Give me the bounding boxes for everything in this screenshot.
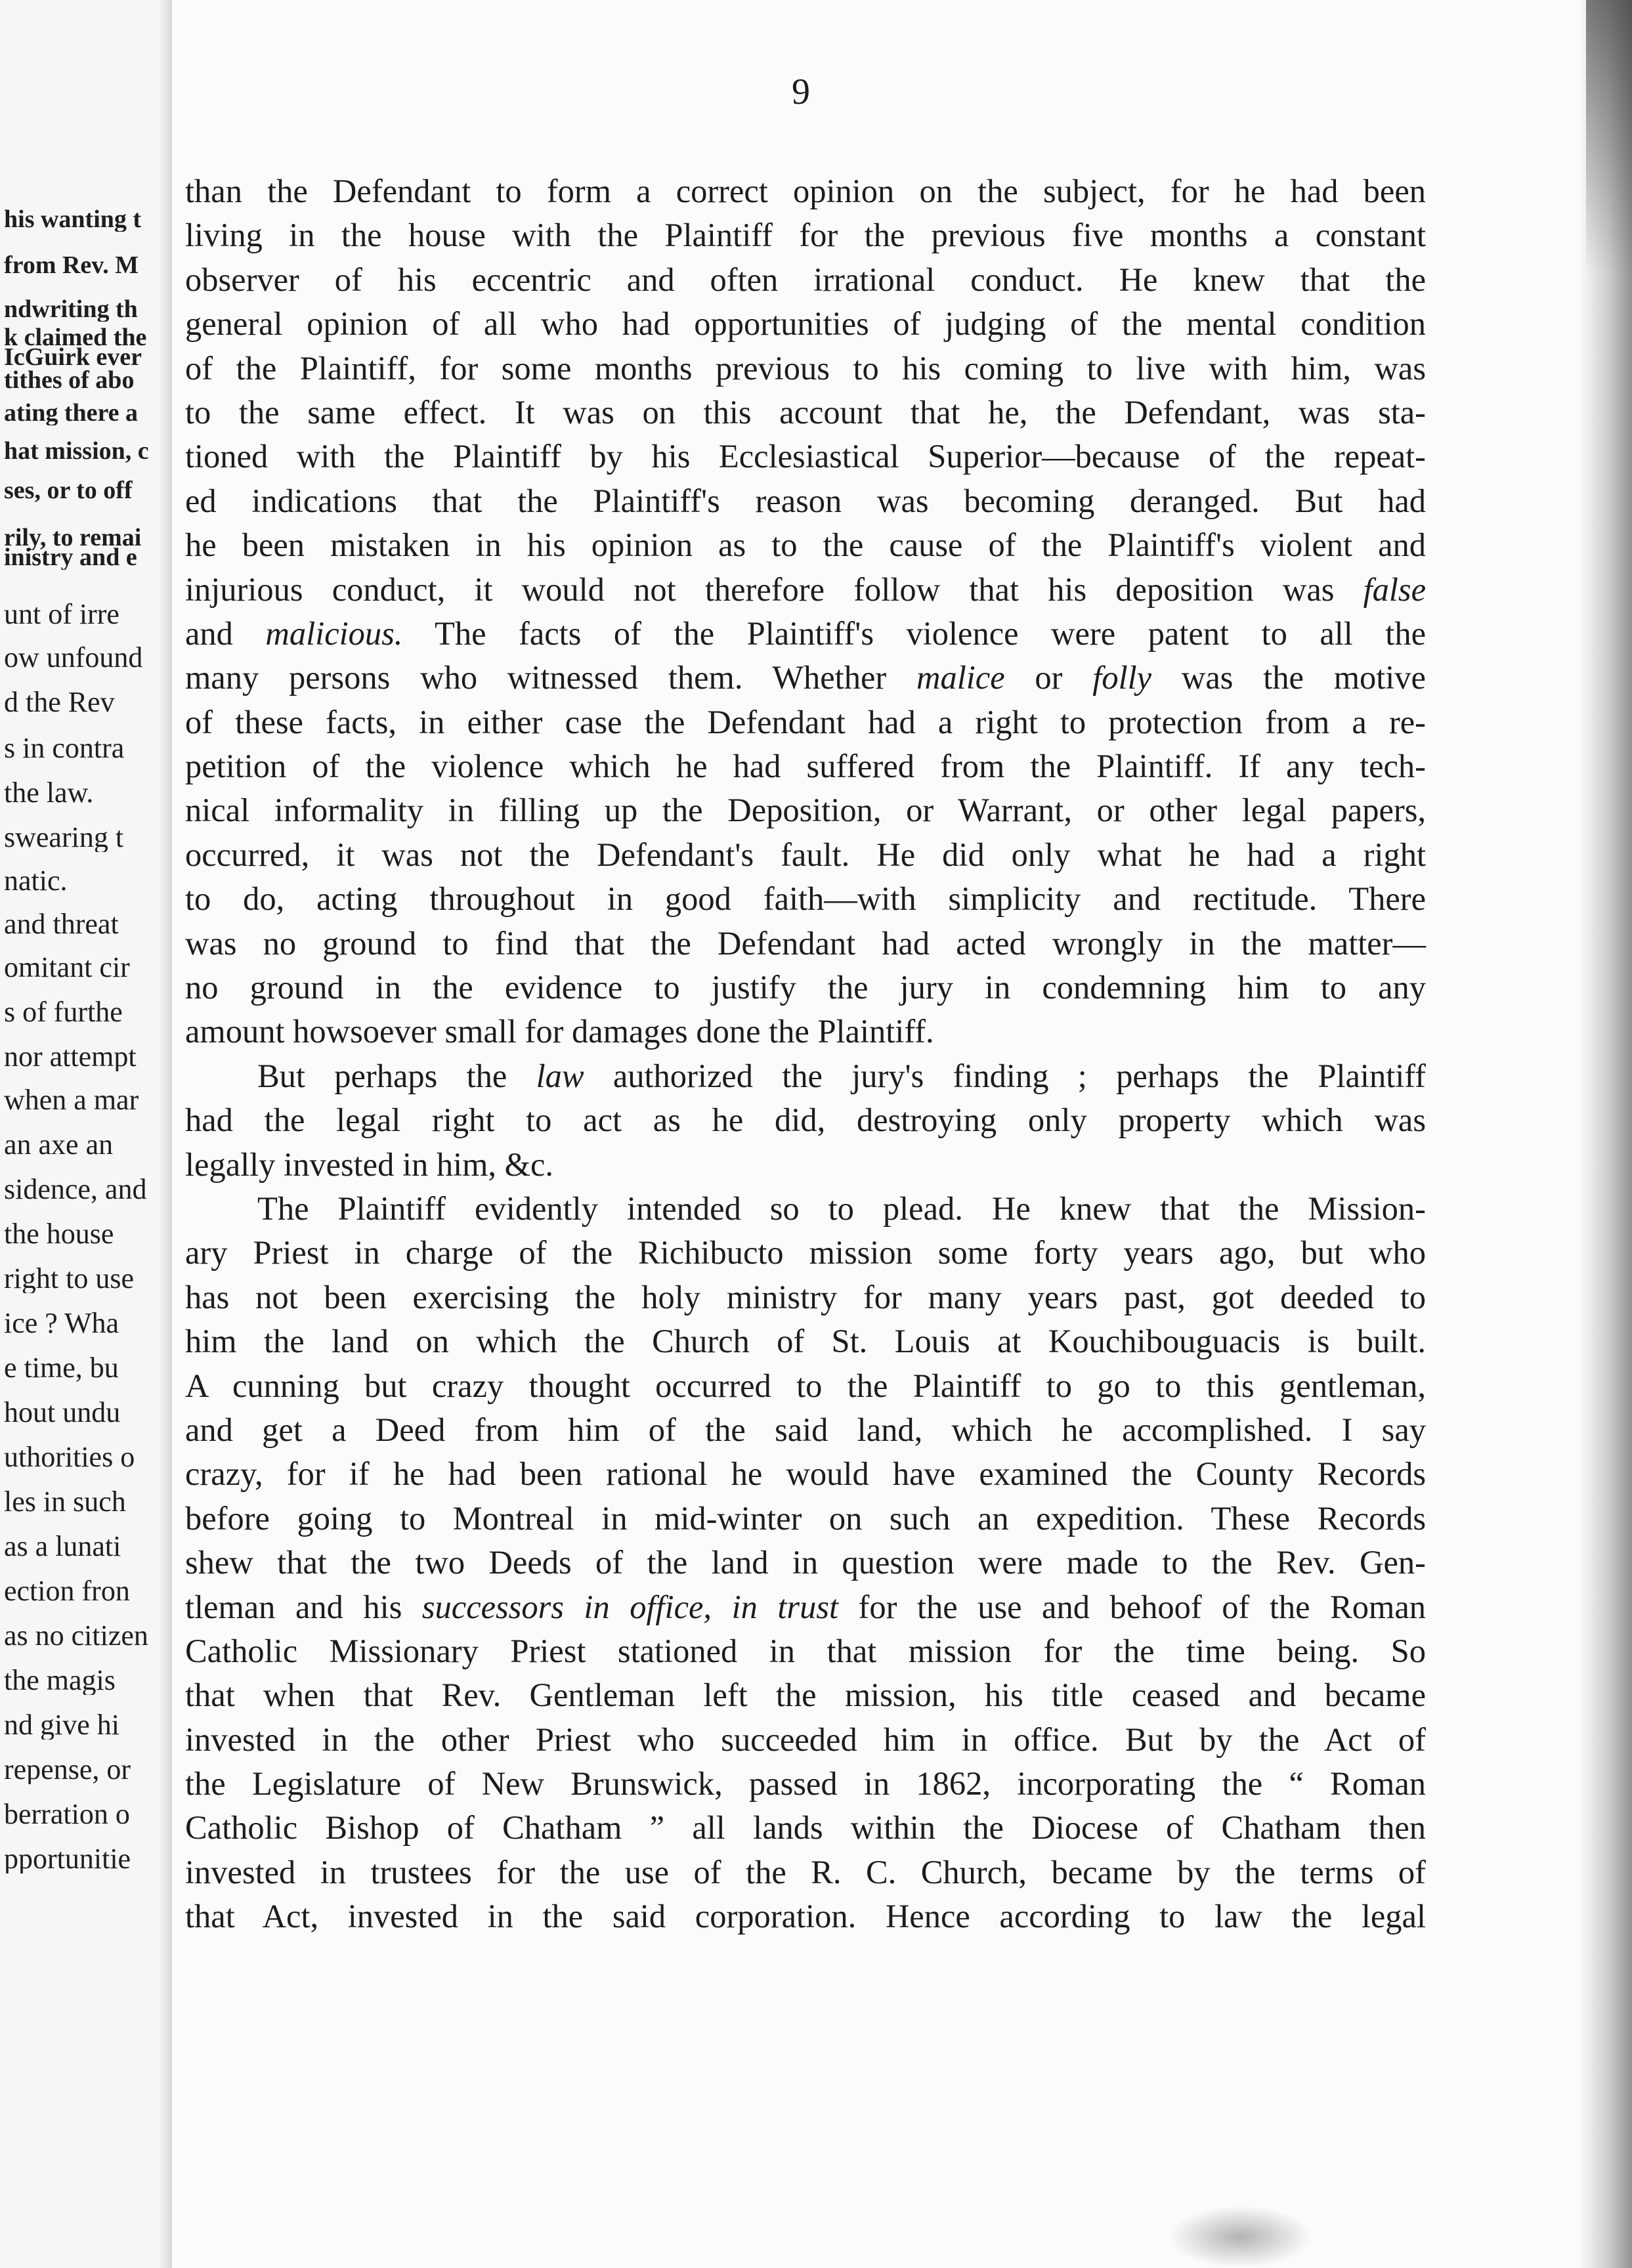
margin-fragment: nd give hi [4, 1711, 119, 1740]
roman-text: was no ground to find that the Defendant had acted wrongly in the matter— [185, 924, 1426, 962]
text-line [185, 1718, 1426, 1762]
roman-text: ary Priest in charge of the Richibucto mission some forty years ago, but who [185, 1234, 1426, 1272]
roman-text: and [185, 614, 233, 652]
roman-text: for the use and behoof of the Roman [838, 1588, 1426, 1625]
text-line [185, 1541, 1426, 1585]
roman-text: of these facts, in either case the Defendant had a right to protection from a re- [185, 703, 1426, 740]
margin-fragment: e time, bu [4, 1354, 119, 1382]
italic-text: false [1334, 570, 1427, 608]
previous-page-margin [0, 0, 172, 2268]
roman-text: many persons who witnessed them. Whether [185, 659, 887, 696]
margin-fragment: and threat [4, 910, 119, 939]
text-line [185, 1364, 1426, 1408]
margin-fragment: pportunitie [4, 1845, 131, 1873]
roman-text: him the land on which the Church of St. Louis at Kouchibouguacis is built. [185, 1323, 1426, 1360]
binding-edge-shadow-top [1586, 0, 1632, 276]
text-line [185, 435, 1426, 479]
text-line [185, 612, 1426, 656]
text-line [185, 1585, 1426, 1629]
roman-text: observer of his eccentric and often irrational conduct. He knew that the [185, 261, 1426, 298]
italic-text: folly [1092, 659, 1152, 696]
roman-text: or [1004, 659, 1093, 696]
margin-fragment: swearing t [4, 823, 124, 852]
roman-text: occurred, it was not the Defendant's fault. He did only what he had a right [185, 836, 1426, 873]
margin-fragment: d the Rev [4, 688, 115, 717]
margin-fragment: from Rev. M [4, 253, 139, 278]
margin-fragment: uthorities o [4, 1443, 135, 1472]
roman-text: The Plaintiff evidently intended so to plead. He knew that the Mission- [257, 1189, 1426, 1227]
text-line [185, 656, 1426, 700]
roman-text: invested in trustees for the use of the R. C. Church, became by the terms of [185, 1853, 1426, 1891]
margin-fragment: when a mar [4, 1086, 139, 1115]
italic-text: successors in office, in trust [402, 1588, 839, 1625]
text-line [185, 523, 1426, 567]
text-line [185, 258, 1426, 302]
text-line [185, 1231, 1426, 1275]
text-line [185, 1452, 1426, 1496]
text-line [185, 479, 1426, 523]
page-number: 9 [792, 72, 810, 112]
margin-fragment: ice ? Wha [4, 1309, 119, 1338]
body-text [185, 169, 1426, 1939]
text-line [185, 1894, 1426, 1938]
text-line [185, 302, 1426, 346]
roman-text: ed indications that the Plaintiff's reason was becoming deranged. But had [185, 482, 1426, 519]
roman-text: that Act, invested in the said corporation. Hence according to law the legal [185, 1898, 1426, 1935]
margin-fragment: right to use [4, 1264, 134, 1293]
margin-fragment: ndwriting th [4, 297, 138, 322]
margin-fragment: repense, or [4, 1755, 131, 1784]
margin-fragment: tithes of abo [4, 368, 135, 393]
margin-fragment: natic. [4, 867, 68, 895]
text-line [185, 347, 1426, 391]
margin-fragment: ow unfound [4, 643, 143, 672]
margin-fragment: sidence, and [4, 1175, 147, 1204]
margin-fragment: s of furthe [4, 998, 123, 1027]
roman-text: Catholic Bishop of Chatham ” all lands within the Diocese of Chatham then [185, 1809, 1426, 1847]
margin-fragment: nor attempt [4, 1042, 137, 1071]
margin-fragment: as no citizen [4, 1621, 148, 1650]
roman-text: tioned with the Plaintiff by his Ecclesiastical Superior—because of the repeat- [185, 438, 1426, 475]
margin-fragment: hout undu [4, 1398, 121, 1427]
margin-fragment: k claimed the [4, 325, 147, 350]
roman-text: But perhaps the [257, 1057, 507, 1094]
text-line [185, 877, 1426, 921]
margin-fragment: the house [4, 1220, 114, 1249]
text-line [185, 1497, 1426, 1541]
italic-text: law [507, 1057, 584, 1094]
roman-text: was the motive [1151, 659, 1426, 696]
roman-text: he been mistaken in his opinion as to the cause of the Plaintiff's violent and [185, 526, 1426, 564]
scan-smudge [1169, 2206, 1313, 2268]
margin-fragment: his wanting t [4, 207, 142, 232]
roman-text: and get a Deed from him of the said land, which he accomplished. I say [185, 1411, 1426, 1448]
margin-fragment: rily, to remai [4, 525, 142, 550]
roman-text: that when that Rev. Gentleman left the mission, his title ceased and became [185, 1677, 1426, 1714]
margin-fragment: hat mission, c [4, 439, 149, 463]
roman-text: A cunning but crazy thought occurred to the Plaintiff to go to this gentleman, [185, 1367, 1426, 1404]
margin-fragment: omitant cir [4, 953, 130, 982]
text-line [185, 1851, 1426, 1894]
roman-text: petition of the violence which he had suffered from the Plaintiff. If any tech- [185, 748, 1426, 785]
text-line [185, 1054, 1426, 1098]
roman-text: Catholic Missionary Priest stationed in that mission for the time being. So [185, 1632, 1426, 1669]
roman-text: crazy, for if he had been rational he would have examined the County Records [185, 1455, 1426, 1493]
text-line [185, 744, 1426, 788]
text-line [185, 1187, 1426, 1231]
text-line [185, 1098, 1426, 1142]
text-line [185, 700, 1426, 744]
text-line [185, 1143, 1426, 1187]
roman-text: living in the house with the Plaintiff for the previous five months a constant [185, 217, 1426, 254]
roman-text: nical informality in filling up the Deposition, or Warrant, or other legal papers, [185, 792, 1426, 829]
margin-fragment: unt of irre [4, 600, 119, 629]
margin-fragment: ses, or to off [4, 478, 133, 503]
margin-fragment: inistry and e [4, 545, 137, 570]
text-line [185, 1806, 1426, 1850]
roman-text: to the same effect. It was on this account that he, the Defendant, was sta- [185, 393, 1426, 431]
text-line [185, 1629, 1426, 1673]
text-line [185, 922, 1426, 966]
roman-text: tleman and his [185, 1588, 402, 1625]
text-line [185, 1319, 1426, 1363]
text-line [185, 568, 1426, 612]
roman-text: of the Plaintiff, for some months previous to his coming to live with him, was [185, 349, 1426, 387]
roman-text: amount howsoever small for damages done the Plaintiff. [185, 1013, 934, 1050]
text-line [185, 788, 1426, 832]
roman-text: to do, acting throughout in good faith—with simplicity and rectitude. There [185, 880, 1426, 918]
text-line [185, 966, 1426, 1010]
margin-fragment: berration o [4, 1800, 130, 1829]
text-line [185, 391, 1426, 435]
roman-text: than the Defendant to form a correct opinion on the subject, for he had been [185, 173, 1426, 209]
margin-fragment: ection fron [4, 1577, 130, 1606]
margin-fragment: an axe an [4, 1130, 114, 1159]
italic-text: malice [886, 659, 1005, 696]
text-line [185, 169, 1426, 213]
text-line [185, 1673, 1426, 1717]
text-line [185, 213, 1426, 257]
margin-fragment: IcGuirk ever [4, 345, 142, 370]
text-line [185, 1010, 1426, 1054]
margin-fragment: the law. [4, 779, 94, 807]
roman-text: legally invested in him, &c. [185, 1145, 553, 1183]
margin-fragment: ating there a [4, 400, 139, 425]
roman-text: no ground in the evidence to justify the jury in condemning him to any [185, 969, 1426, 1006]
italic-text: malicious. [232, 614, 403, 652]
margin-fragment: s in contra [4, 734, 125, 763]
roman-text: shew that the two Deeds of the land in question were made to the Rev. Gen- [185, 1544, 1426, 1581]
roman-text: injurious conduct, it would not therefore follow that his deposition was [185, 570, 1335, 608]
roman-text: the Legislature of New Brunswick, passed in 1862, incorporating the “ Roman [185, 1765, 1426, 1803]
roman-text: has not been exercising the holy ministry for many years past, got deeded to [185, 1278, 1426, 1316]
roman-text: general opinion of all who had opportunities of judging of the mental condition [185, 305, 1426, 343]
roman-text: invested in the other Priest who succeeded him in office. But by the Act of [185, 1721, 1426, 1758]
margin-fragment: les in such [4, 1487, 126, 1516]
margin-fragment: the magis [4, 1666, 116, 1695]
roman-text: before going to Montreal in mid-winter on such an expedition. These Records [185, 1499, 1426, 1537]
margin-fragment: as a lunati [4, 1532, 121, 1561]
text-line [185, 1408, 1426, 1452]
binding-edge-shadow [1579, 0, 1632, 2268]
text-line [185, 833, 1426, 877]
text-line [185, 1762, 1426, 1806]
roman-text: had the legal right to act as he did, destroying only property which was [185, 1102, 1426, 1139]
text-line [185, 1275, 1426, 1319]
roman-text: The facts of the Plaintiff's violence were patent to all the [402, 614, 1426, 652]
roman-text: authorized the jury's finding ; perhaps the Plaintiff [584, 1057, 1426, 1094]
